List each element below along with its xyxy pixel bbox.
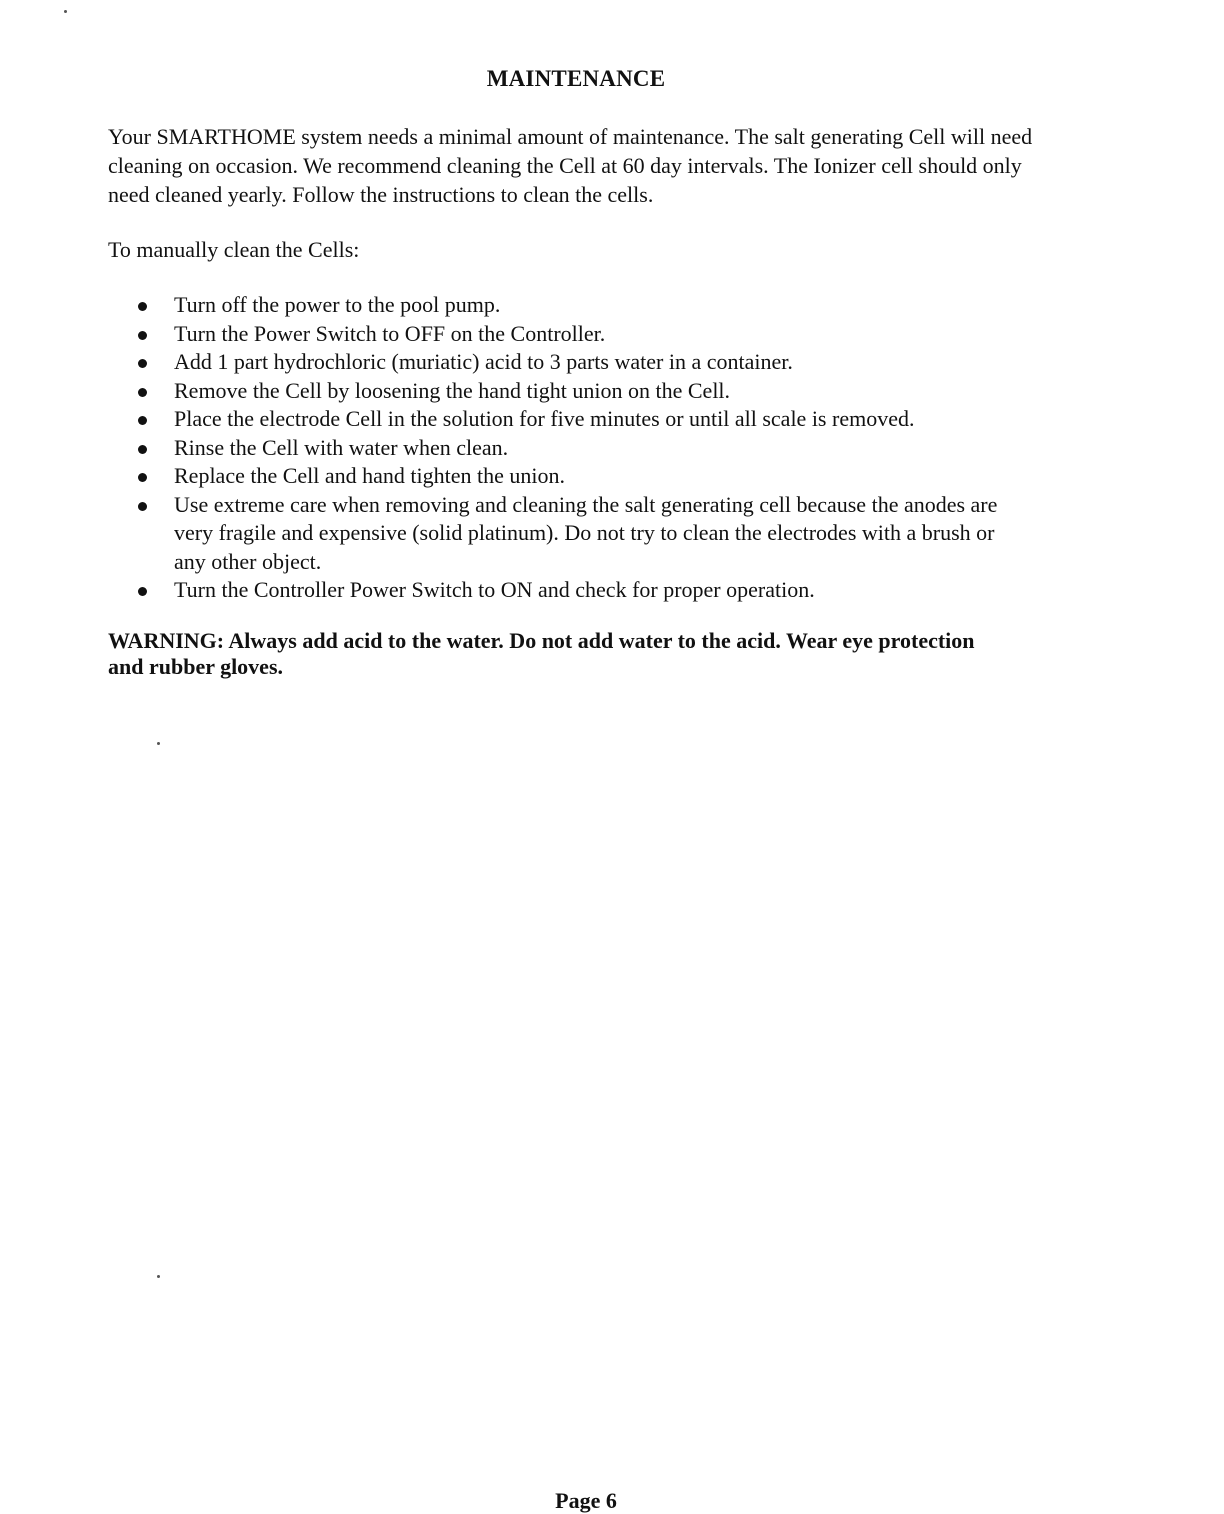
bullet-icon (138, 473, 147, 482)
bullet-icon (138, 359, 147, 368)
list-item (108, 291, 1028, 320)
bullet-icon (138, 331, 147, 340)
bullet-icon (138, 416, 147, 425)
list-item (108, 434, 1028, 463)
bullet-icon (138, 502, 147, 511)
intro-paragraph (108, 122, 1068, 209)
scan-speck (64, 10, 67, 13)
step-text: Replace the Cell and hand tighten the union. (174, 463, 566, 488)
list-item (108, 405, 1028, 434)
page-title: MAINTENANCE (486, 66, 666, 91)
page-number: Page 6 (555, 1488, 617, 1513)
step-text: Place the electrode Cell in the solution for five minutes or until all scale is removed. (174, 406, 915, 431)
bullet-icon (138, 302, 147, 311)
step-text: Add 1 part hydrochloric (muriatic) acid to 3 parts water in a container. (174, 349, 793, 374)
bullet-icon (138, 445, 147, 454)
step-text: Turn the Controller Power Switch to ON and check for proper operation. (174, 577, 815, 602)
bullet-icon (138, 587, 147, 596)
step-text: Remove the Cell by loosening the hand tight union on the Cell. (174, 377, 731, 403)
step-text: Turn off the power to the pool pump. (174, 292, 501, 317)
step-text: Rinse the Cell with water when clean. (174, 434, 509, 460)
step-text: Turn the Power Switch to OFF on the Controller. (174, 320, 606, 346)
scan-speck (157, 1275, 160, 1278)
list-item (108, 576, 1028, 605)
list-item (108, 491, 1028, 577)
steps-lead: To manually clean the Cells: (108, 237, 360, 262)
cleaning-steps-list (108, 291, 1028, 605)
list-item (108, 377, 1028, 406)
bullet-icon (138, 388, 147, 397)
scan-speck (157, 742, 160, 745)
intro-text: Your SMARTHOME system needs a minimal amount of maintenance. The salt generating Cell will need cleaning on occasion. We recommend cleaning the Cell at 60 day intervals. The Ionizer cell should only need cleaned yearly. Follow the instructions to clean the cells. (108, 124, 1033, 207)
step-text: Use extreme care when removing and cleaning the salt generating cell because the anodes are very fragile and expensive (solid platinum). Do not try to clean the electrodes with a brush or any other object. (174, 491, 998, 574)
warning-notice: WARNING: Always add acid to the water. Do not add water to the acid. Wear eye protection and rubber gloves. (108, 628, 975, 679)
list-item (108, 320, 1028, 349)
list-item (108, 348, 1028, 377)
list-item (108, 462, 1028, 491)
